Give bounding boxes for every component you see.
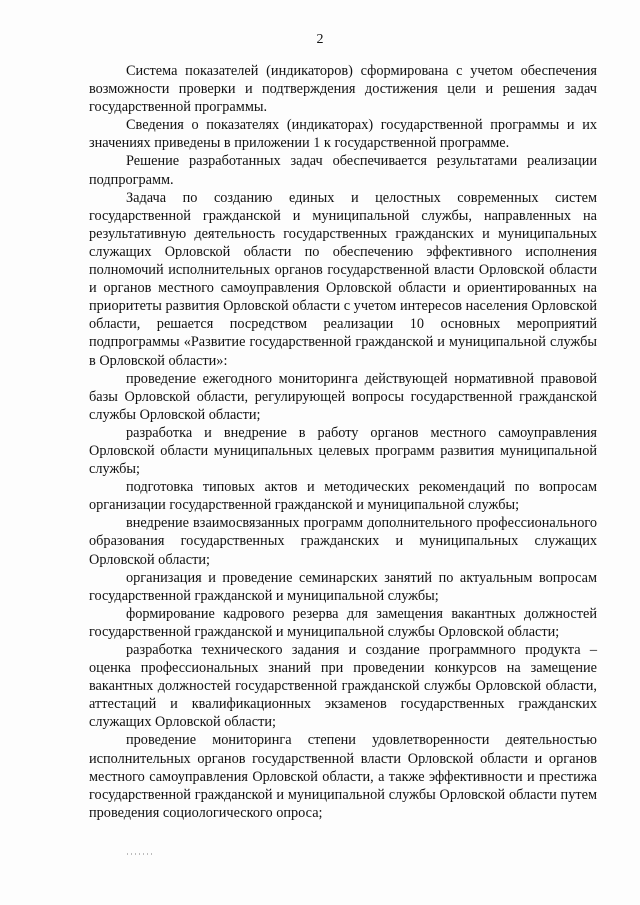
page-number: 2 xyxy=(316,32,324,47)
document-body xyxy=(89,62,597,822)
list-item-satisfaction-monitoring: проведение мониторинга степени удовлетворенности деятельностью исполнительных органов государственной власти Орловской области и органов местного самоуправления Орловской области, а также эффективности и престижа государственной гражданской и муниципальной службы Орловской области путем проведения социологического опроса; xyxy=(89,732,597,821)
paragraph-indicators-system: Система показателей (индикаторов) сформирована с учетом обеспечения возможности проверки и подтверждения достижения цели и решения задач государственной программы. xyxy=(89,63,597,116)
list-item-municipal-programs: разработка и внедрение в работу органов местного самоуправления Орловской области муниципальных целевых программ развития муниципальной службы; xyxy=(89,424,597,478)
list-item-education-programs: внедрение взаимосвязанных программ дополнительного профессионального образования государственных гражданских и муниципальных служащих Орловской области; xyxy=(89,515,597,568)
scan-smudge xyxy=(127,853,155,855)
list-item-seminars: организация и проведение семинарских занятий по актуальным вопросам государственной гражданской и муниципальной службы; xyxy=(89,569,597,604)
list-item-software-product: разработка технического задания и создание программного продукта – оценка профессиональных знаний при проведении конкурсов на замещение вакантных должностей государственной гражданской службы Орловской области, аттестаций и квалификационных экзаменов государственных гражданских служащих Орловской области; xyxy=(89,642,597,731)
list-item-personnel-reserve: формирование кадрового резерва для замещения вакантных должностей государственной гражданской и муниципальной службы Орловской области; xyxy=(89,605,597,640)
paragraph-indicators-info: Сведения о показателях (индикаторах) государственной программы и их значениях приведены в приложении 1 к государственной программе. xyxy=(89,117,597,152)
paragraph-main-task: Задача по созданию единых и целостных современных систем государственной гражданской и муниципальной службы, направленных на результативную деятельность государственных гражданских и муниципальных служащих Орловской области по обеспечению эффективного исполнения полномочий исполнительных органов государственной власти Орловской области и органов местного самоуправления Орловской области и ориентированных на приоритеты развития Орловской области с учетом интересов населения Орловской области, решается посредством реализации 10 основных мероприятий подпрограммы «Развитие государственной гражданской и муниципальной службы в Орловской области»: xyxy=(89,189,597,369)
paragraph-task-solution: Решение разработанных задач обеспечивается результатами реализации подпрограмм. xyxy=(89,153,597,188)
list-item-typical-acts: подготовка типовых актов и методических рекомендаций по вопросам организации государственной гражданской и муниципальной службы; xyxy=(89,479,597,514)
list-item-monitoring-legal-base: проведение ежегодного мониторинга действующей нормативной правовой базы Орловской области, регулирующей вопросы государственной гражданской службы Орловской области; xyxy=(89,370,597,423)
